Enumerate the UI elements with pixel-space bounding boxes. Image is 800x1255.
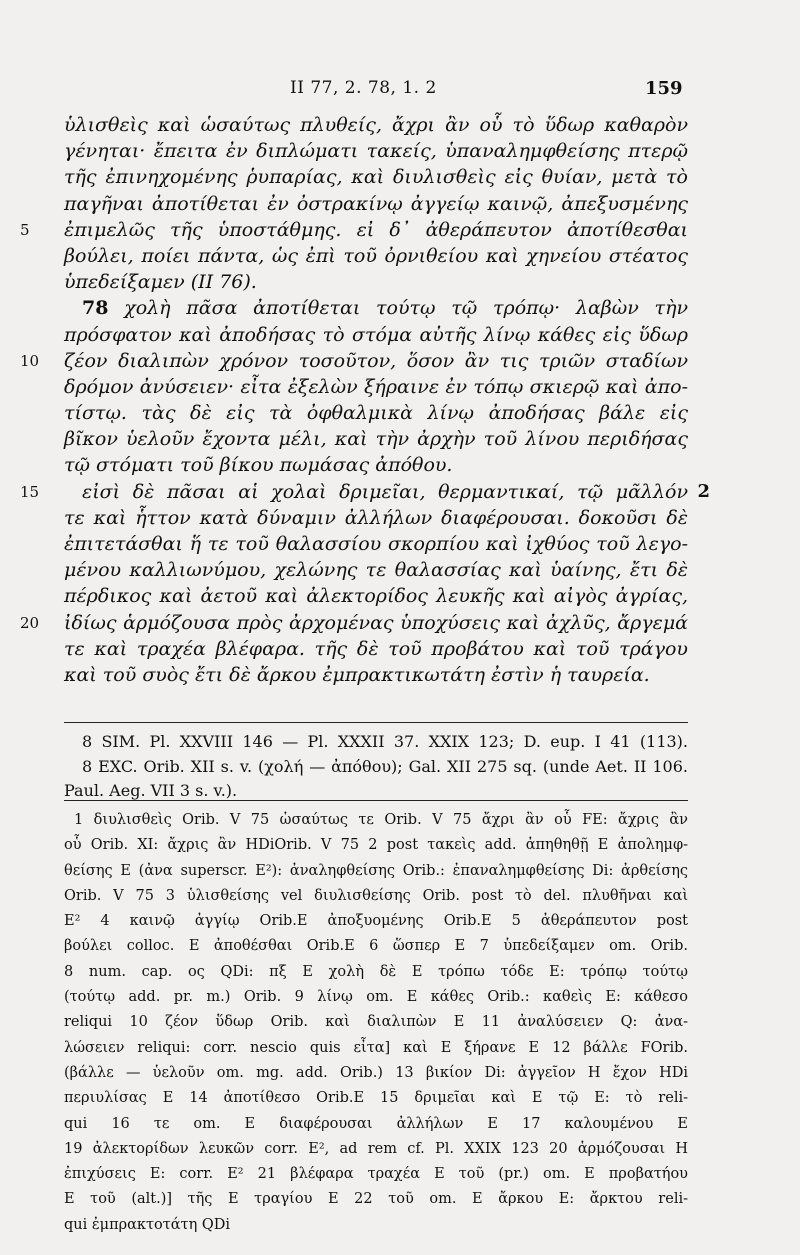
apparatus-line: qui 16 τε om. E διαφέρουσαι ἀλλήλων E 17 καλουμένου E (64, 1115, 688, 1132)
apparatus-line: qui ἐμπρακτοτάτη QDi (64, 1216, 231, 1233)
line-number: 5 (20, 220, 30, 239)
apparatus-line: E² 4 καινῷ ἀγγίῳ Orib.E ἀποξυομένης Orib.E 5 ἀθεράπευτον post (64, 913, 688, 930)
text-line (64, 295, 688, 321)
apparatus-line: 8 num. cap. ος QDi: πξ E χολὴ δὲ E τρόπω τόδε E: τρόπῳ τούτῳ (64, 963, 688, 980)
text-line (64, 138, 688, 164)
line-text: χολὴ πᾶσα ἀποτίθεται τούτῳ τῷ τρόπῳ· λαβὼν τὴν (108, 297, 688, 320)
apparatus-line: βούλει colloc. E ἀποθέσθαι Orib.E 6 ὥσπερ E 7 ὑπεδείξαμεν om. Orib. (64, 938, 688, 955)
source-line: Paul. Aeg. VII 3 s. v.). (64, 781, 238, 800)
apparatus-line: Orib. V 75 3 ὑλισθείσης vel διυλισθείσης Orib. post τὸ del. πλυθῆναι καὶ (64, 887, 688, 904)
line-text: παγῆναι ἀποτίθεται ἐν ὀστρακίνῳ ἀγγείῳ καινῷ, ἀπεξυσμένης (64, 192, 688, 215)
apparatus-line: 1 διυλισθεὶς Orib. V 75 ὡσαύτως τε Orib. V 75 ἄχρι ἂν οὗ FE: ἄχρις ἂν (74, 812, 688, 828)
line-text: καὶ τοῦ συὸς ἔτι δὲ ἄρκου ἐμπρακτικωτάτη ἐστὶν ἡ ταυρεία. (64, 663, 650, 686)
line-text: γένηται· ἔπειτα ἐν διπλώματι τακείς, ὑπαναλημφθείσης πτερῷ (64, 140, 688, 163)
text-line (64, 531, 688, 557)
line-text: βῖκον ὑελοῦν ἔχοντα μέλι, καὶ τὴν ἀρχὴν τοῦ λίνου περιδήσας (64, 428, 688, 451)
text-line (64, 112, 688, 138)
main-text (20, 112, 710, 688)
line-text: ἐπιμελῶς τῆς ὑποστάθμης. εἰ δ᾽ ἀθεράπευτον ἀποτίθεσθαι (64, 218, 688, 241)
line-text: ὑλισθεὶς καὶ ὡσαύτως πλυθείς, ἄχρι ἂν οὗ τὸ ὕδωρ καθαρὸν (64, 114, 688, 136)
line-text: δρόμον ἀνύσειεν· εἶτα ἐξελὼν ξήραινε ἐν τόπῳ σκιερῷ καὶ ἀπο- (64, 375, 688, 398)
line-text: πρόσφατον καὶ ἀποδήσας τὸ στόμα αὐτῆς λίνῳ κάθες εἰς ὕδωρ (64, 323, 688, 346)
text-line (64, 269, 688, 295)
source-line: 8 SIM. Pl. XXVIII 146 — Pl. XXXII 37. XXIX 123; D. eup. I 41 (113). (82, 732, 688, 751)
text-line (64, 662, 688, 688)
text-line (64, 243, 688, 269)
text-line (64, 505, 688, 531)
text-line (64, 374, 688, 400)
apparatus-divider (64, 800, 688, 801)
running-head: II 77, 2. 78, 1. 2 (290, 78, 437, 98)
line-text: πέρδικος καὶ ἀετοῦ καὶ ἀλεκτορίδος λευκῆς καὶ αἰγὸς ἀγρίας, (64, 585, 688, 608)
text-line (20, 348, 688, 374)
apparatus-line: λώσειεν reliqui: corr. nescio quis εἶτα] καὶ E ξήρανε E 12 βάλλε FOrib. (64, 1039, 688, 1056)
line-text: ζέον διαλιπὼν χρόνον τοσοῦτον, ὅσον ἂν τις τριῶν σταδίων (64, 349, 688, 372)
apparatus-line: θείσης E (ἀνα superscr. E²): ἀναληφθείσης Orib.: ἐπαναλημφθείσης Di: ἀρθείσης (64, 862, 688, 879)
text-line (20, 479, 710, 505)
source-line: 8 EXC. Orib. XII s. v. (χολή — ἀπόθου); Gal. XII 275 sq. (unde Aet. II 106. (82, 756, 688, 776)
text-line (64, 164, 688, 190)
apparatus-line: (τούτῳ add. pr. m.) Orib. 9 λίνῳ om. E κάθες Orib.: καθεὶς E: κάθεσο (64, 989, 688, 1006)
line-text: τε καὶ τραχέα βλέφαρα. τῆς δὲ τοῦ προβάτου καὶ τοῦ τράγου (64, 637, 688, 660)
apparatus-line: οὗ Orib. XI: ἄχρις ἂν HDiOrib. V 75 2 post τακεὶς add. ἀπηθηθῇ E ἀπολημφ- (64, 837, 688, 854)
line-number: 10 (20, 351, 40, 370)
line-text: τῆς ἐπινηχομένης ῥυπαρίας, καὶ διυλισθεὶς εἰς θυίαν, μετὰ τὸ (64, 166, 688, 189)
text-line (64, 583, 688, 609)
apparatus-line: 19 ἀλεκτορίδων λευκῶν corr. E², ad rem cf. Pl. XXIX 123 20 ἁρμόζουσαι H (64, 1140, 688, 1157)
text-line (64, 191, 688, 217)
marginal-number: 2 (697, 480, 710, 502)
chapter-number: 78 (82, 297, 109, 320)
line-text: μένου καλλιωνύμου, χελώνης τε θαλασσίας καὶ ὑαίνης, ἔτι δὲ (64, 559, 688, 582)
line-text: ὑπεδείξαμεν (II 76). (64, 271, 257, 294)
line-text: ἐπιτετάσθαι ἥ τε τοῦ θαλασσίου σκορπίου καὶ ἰχθύος τοῦ λεγο- (64, 533, 688, 555)
source-references (64, 730, 688, 804)
line-text: τῷ στόματι τοῦ βίκου πωμάσας ἀπόθου. (64, 454, 453, 477)
text-line (64, 452, 688, 478)
line-text: βούλει, ποίει πάντα, ὡς ἐπὶ τοῦ ὀρνιθείου καὶ χηνείου στέατος (64, 244, 688, 267)
apparatus-line: περιυλίσας E 14 ἀποτίθεσο Orib.E 15 δριμεῖαι καὶ E τῷ E: τὸ reli- (64, 1090, 688, 1107)
section-divider (64, 722, 688, 723)
text-line (64, 426, 688, 452)
apparatus-line: reliqui 10 ζέον ὕδωρ Orib. καὶ διαλιπὼν E 11 ἀναλύσειεν Q: ἀνα- (64, 1014, 688, 1031)
critical-apparatus (64, 808, 688, 1238)
line-text: ἰδίως ἁρμόζουσα πρὸς ἀρχομένας ὑποχύσεις καὶ ἀχλῦς, ἄργεμά (64, 611, 688, 634)
text-line (64, 322, 688, 348)
line-text: τίστῳ. τὰς δὲ εἰς τὰ ὀφθαλμικὰ λίνῳ ἀποδήσας βάλε εἰς (64, 402, 688, 425)
line-text: τε καὶ ἧττον κατὰ δύναμιν ἀλλήλων διαφέρουσαι. δοκοῦσι δὲ (64, 506, 688, 529)
page-number: 159 (645, 78, 683, 99)
line-number: 20 (20, 613, 40, 632)
apparatus-line: ἐπιχύσεις E: corr. E² 21 βλέφαρα τραχέα E τοῦ (pr.) om. E προβατήου (64, 1166, 688, 1183)
apparatus-line: E τοῦ (alt.)] τῆς E τραγίου E 22 τοῦ om. E ἄρκου E: ἄρκτου reli- (64, 1191, 688, 1208)
line-text: εἰσὶ δὲ πᾶσαι αἱ χολαὶ δριμεῖαι, θερμαντικαί, τῷ μᾶλλόν (82, 480, 688, 503)
text-line (64, 557, 688, 583)
text-line (20, 610, 688, 636)
text-line (64, 400, 688, 426)
page-header (0, 78, 800, 102)
text-line (20, 217, 688, 243)
text-line (64, 636, 688, 662)
line-number: 15 (20, 482, 40, 501)
apparatus-line: (βάλλε — ὑελοῦν om. mg. add. Orib.) 13 βικίον Di: ἀγγεῖον H ἔχον HDi (64, 1064, 688, 1081)
